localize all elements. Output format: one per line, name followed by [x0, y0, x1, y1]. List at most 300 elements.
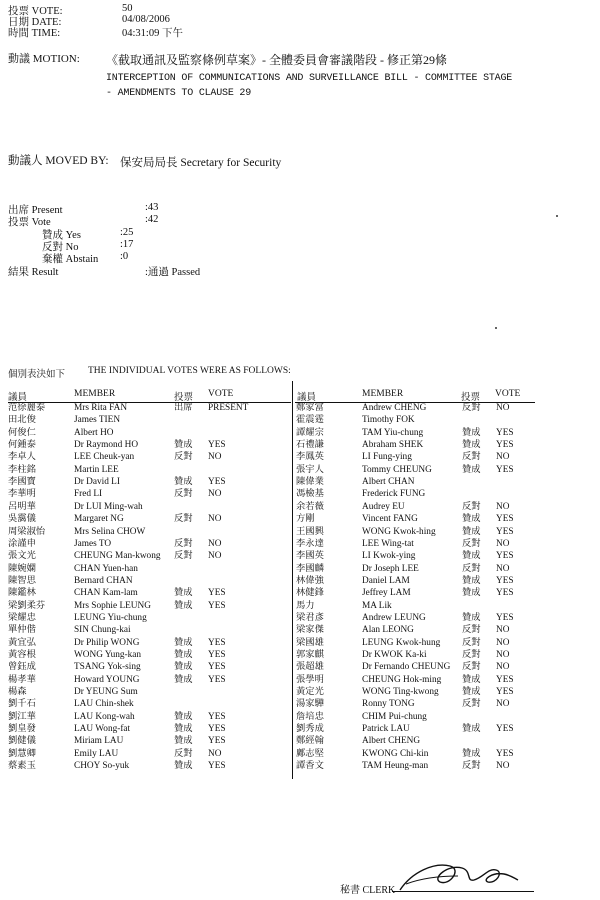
abstain-label: 棄權 Abstain	[42, 254, 99, 265]
vote-cn: 反對	[462, 538, 481, 549]
yes-label: 贊成 Yes	[42, 230, 81, 241]
vote-cn: 反對	[174, 748, 193, 759]
time-label: 時間 TIME:	[8, 28, 61, 39]
scan-speck	[495, 327, 497, 329]
vote-en: NO	[496, 650, 510, 660]
table-row	[296, 440, 576, 452]
table-intro-en: THE INDIVIDUAL VOTES WERE AS FOLLOWS:	[88, 366, 291, 376]
table-intro-cn: 個別表決如下	[8, 370, 66, 380]
table-row	[296, 724, 576, 736]
vote-cn: 贊成	[174, 724, 193, 735]
member-name-en: Ronny TONG	[362, 699, 415, 710]
member-name-en: LEUNG Yiu-chung	[74, 612, 147, 623]
vote-cn: 贊成	[174, 588, 193, 599]
table-row	[8, 514, 288, 526]
vote-en: NO	[496, 637, 510, 648]
vote-cn: 贊成	[174, 477, 193, 488]
vote-cn: 反對	[462, 452, 481, 463]
table-row	[296, 625, 576, 637]
member-name-en: Audrey EU	[362, 501, 405, 512]
vote-en: NO	[496, 761, 510, 772]
member-name-cn: 李國寶	[8, 477, 36, 488]
member-name-cn: 陳智思	[8, 575, 36, 586]
table-row	[296, 638, 576, 650]
table-row	[8, 564, 288, 576]
member-name-en: TAM Yiu-chung	[362, 427, 424, 438]
vote-en: PRESENT	[208, 403, 249, 413]
table-row	[296, 699, 576, 711]
vote-en: YES	[208, 711, 226, 722]
member-name-cn: 方剛	[296, 514, 315, 525]
vote-cn: 贊成	[174, 637, 193, 648]
member-name-cn: 梁家傑	[296, 625, 324, 636]
table-row	[8, 588, 288, 600]
table-row	[296, 749, 576, 761]
member-name-en: Fred LI	[74, 489, 103, 500]
table-row	[296, 613, 576, 625]
yes-value: :25	[120, 227, 134, 238]
member-name-cn: 梁國雄	[296, 637, 324, 648]
vote-cn: 反對	[462, 563, 481, 574]
table-row	[8, 465, 288, 477]
motion-label: 動議 MOTION:	[8, 53, 80, 65]
member-name-en: Albert HO	[74, 427, 114, 438]
vote-en: YES	[208, 477, 226, 488]
clerk-label: 秘書 CLERK	[340, 885, 396, 896]
vote-en: YES	[208, 674, 226, 685]
vote-en: YES	[496, 612, 514, 623]
vote-en: YES	[208, 440, 226, 451]
scan-speck	[556, 215, 558, 217]
col-header-member-cn-left: 議員	[8, 393, 28, 403]
table-row	[8, 638, 288, 650]
member-name-cn: 余若薇	[296, 501, 324, 512]
member-name-cn: 李卓人	[8, 452, 36, 463]
member-name-cn: 王國興	[296, 526, 324, 537]
table-row	[8, 601, 288, 613]
col-header-member-en-right: MEMBER	[362, 389, 404, 399]
vote-en: YES	[496, 588, 514, 599]
member-name-en: CHIM Pui-chung	[362, 711, 427, 722]
member-name-cn: 劉千石	[8, 699, 36, 710]
member-name-en: LI Kwok-ying	[362, 551, 416, 562]
table-row	[8, 749, 288, 761]
abstain-value: :0	[120, 251, 129, 262]
col-header-member-en-left: MEMBER	[74, 389, 116, 399]
member-name-en: Alan LEONG	[362, 625, 414, 636]
table-row	[296, 452, 576, 464]
table-row	[8, 428, 288, 440]
vote-en: NO	[496, 403, 510, 413]
member-name-cn: 李鳳英	[296, 452, 324, 463]
table-row	[296, 514, 576, 526]
vote-cn: 贊成	[462, 612, 481, 623]
table-row	[8, 527, 288, 539]
vote-cn: 贊成	[462, 674, 481, 685]
table-row	[8, 675, 288, 687]
signature-line	[392, 891, 534, 892]
vote-cn: 贊成	[174, 674, 193, 685]
member-name-en: Emily LAU	[74, 748, 119, 759]
member-name-cn: 蔡素玉	[8, 761, 36, 772]
table-row	[296, 601, 576, 613]
vote-en: YES	[496, 464, 514, 475]
vote-cn: 贊成	[462, 551, 481, 562]
column-divider	[292, 381, 293, 779]
vote-cn: 贊成	[462, 526, 481, 537]
table-row	[8, 724, 288, 736]
member-name-cn: 林偉強	[296, 575, 324, 586]
member-name-cn: 鄺志堅	[296, 748, 324, 759]
member-name-en: Daniel LAM	[362, 575, 410, 586]
vote-cn: 贊成	[462, 724, 481, 735]
vote-cn: 反對	[462, 662, 481, 673]
member-name-cn: 張學明	[296, 674, 324, 685]
member-name-en: CHOY So-yuk	[74, 761, 130, 772]
vote-en: NO	[496, 501, 510, 512]
member-name-en: Dr KWOK Ka-ki	[362, 650, 427, 660]
table-row	[8, 576, 288, 588]
table-row	[296, 761, 576, 773]
motion-title-en-cont: - AMENDMENTS TO CLAUSE 29	[106, 88, 252, 99]
vote-cn: 贊成	[462, 427, 481, 438]
member-name-cn: 李華明	[8, 489, 36, 500]
member-name-cn: 周梁淑怡	[8, 526, 46, 537]
member-name-en: LEE Wing-tat	[362, 538, 414, 549]
vote-en: NO	[496, 538, 510, 549]
member-name-cn: 田北俊	[8, 415, 36, 426]
vote-cn: 出席	[174, 403, 193, 413]
member-name-en: Frederick FUNG	[362, 489, 426, 500]
vote-en: NO	[208, 489, 222, 500]
col-header-vote-en-left: VOTE	[208, 389, 234, 399]
vote-cn: 贊成	[462, 588, 481, 599]
member-name-en: LEUNG Kwok-hung	[362, 637, 441, 648]
vote-cn: 贊成	[462, 575, 481, 586]
vote-en: YES	[496, 687, 514, 698]
member-name-cn: 張宇人	[296, 464, 324, 475]
member-name-cn: 石禮謙	[296, 440, 324, 451]
member-name-en: LAU Chin-shek	[74, 699, 134, 710]
vote-en: YES	[496, 748, 514, 759]
vote-en: YES	[208, 736, 226, 747]
present-label: 出席 Present	[8, 205, 63, 216]
vote-en: YES	[496, 514, 514, 525]
vote-en: YES	[496, 575, 514, 586]
member-name-cn: 劉慧卿	[8, 748, 36, 759]
member-name-cn: 馮檢基	[296, 489, 324, 500]
table-row	[8, 440, 288, 452]
table-row	[296, 415, 576, 427]
table-row	[296, 551, 576, 563]
table-row	[296, 477, 576, 489]
member-name-cn: 梁君彥	[296, 612, 324, 623]
table-row	[8, 452, 288, 464]
table-row	[8, 736, 288, 748]
table-row	[8, 650, 288, 662]
member-name-cn: 吳靄儀	[8, 514, 36, 525]
member-name-en: WONG Kwok-hing	[362, 526, 436, 537]
vote-cn: 贊成	[462, 464, 481, 475]
col-header-vote-cn-right: 投票	[461, 393, 481, 403]
vote-en: YES	[208, 637, 226, 648]
no-value: :17	[120, 239, 134, 250]
table-row	[296, 502, 576, 514]
member-name-en: Andrew CHENG	[362, 403, 427, 413]
table-row	[8, 403, 288, 415]
member-name-cn: 劉江華	[8, 711, 36, 722]
table-row	[8, 415, 288, 427]
vote-en: NO	[208, 748, 222, 759]
member-name-en: Howard YOUNG	[74, 674, 140, 685]
member-name-en: Patrick LAU	[362, 724, 410, 735]
member-name-en: Bernard CHAN	[74, 575, 133, 586]
vote-total-label: 投票 Vote	[8, 217, 51, 228]
member-name-cn: 陳鑑林	[8, 588, 36, 599]
member-name-cn: 張文光	[8, 551, 36, 562]
table-row	[8, 539, 288, 551]
vote-cn: 反對	[174, 538, 193, 549]
table-row	[296, 428, 576, 440]
table-row	[296, 489, 576, 501]
table-row	[296, 539, 576, 551]
member-name-en: TAM Heung-man	[362, 761, 429, 772]
vote-cn: 贊成	[174, 440, 193, 451]
vote-en: YES	[496, 551, 514, 562]
member-name-en: James TO	[74, 538, 112, 549]
member-name-cn: 楊孝華	[8, 674, 36, 685]
member-name-cn: 湯家驊	[296, 699, 324, 710]
member-name-cn: 范徐麗泰	[8, 403, 46, 413]
motion-title-cn: 《截取通訊及監察條例草案》- 全體委員會審議階段 - 修正第29條	[106, 53, 447, 67]
table-row	[296, 687, 576, 699]
table-row	[8, 613, 288, 625]
vote-en: NO	[208, 551, 222, 562]
member-name-en: LI Fung-ying	[362, 452, 412, 463]
vote-en: NO	[496, 625, 510, 636]
present-value: :43	[145, 202, 159, 213]
member-name-en: Dr LUI Ming-wah	[74, 501, 143, 512]
member-name-en: CHEUNG Man-kwong	[74, 551, 161, 562]
member-name-en: KWONG Chi-kin	[362, 748, 429, 759]
member-name-cn: 譚耀宗	[296, 427, 324, 438]
vote-number-label: 投票 VOTE:	[8, 6, 63, 17]
member-name-en: Miriam LAU	[74, 736, 124, 747]
vote-cn: 反對	[462, 699, 481, 710]
vote-cn: 反對	[462, 501, 481, 512]
member-name-en: Martin LEE	[74, 464, 119, 475]
result-value: :通過 Passed	[145, 267, 201, 278]
member-name-en: SIN Chung-kai	[74, 625, 131, 636]
member-name-en: Abraham SHEK	[362, 440, 424, 451]
member-name-en: Dr Philip WONG	[74, 637, 140, 648]
vote-en: NO	[208, 452, 222, 463]
vote-en: YES	[208, 662, 226, 673]
table-row	[296, 564, 576, 576]
mover-label: 動議人 MOVED BY:	[8, 155, 109, 167]
member-name-en: LAU Kong-wah	[74, 711, 135, 722]
vote-en: YES	[208, 761, 226, 772]
member-name-cn: 何俊仁	[8, 427, 36, 438]
member-name-cn: 陳婉嫻	[8, 563, 36, 574]
table-row	[8, 551, 288, 563]
table-row	[8, 712, 288, 724]
member-name-en: Jeffrey LAM	[362, 588, 411, 599]
member-name-cn: 梁耀忠	[8, 612, 36, 623]
col-header-member-cn-right: 議員	[297, 393, 317, 403]
member-name-cn: 曾鈺成	[8, 662, 36, 673]
date-label: 日期 DATE:	[8, 17, 62, 28]
member-name-en: Tommy CHEUNG	[362, 464, 432, 475]
vote-total-value: :42	[145, 214, 159, 225]
member-name-cn: 黃定光	[296, 687, 324, 698]
table-row	[8, 662, 288, 674]
member-name-en: WONG Yung-kan	[74, 650, 142, 660]
motion-title-en: INTERCEPTION OF COMMUNICATIONS AND SURVEILLANCE BILL - COMMITTEE STAGE	[106, 73, 513, 84]
member-name-cn: 呂明華	[8, 501, 36, 512]
member-name-en: Mrs Sophie LEUNG	[74, 600, 151, 611]
col-header-vote-cn-left: 投票	[174, 393, 194, 403]
vote-cn: 反對	[174, 489, 193, 500]
vote-cn: 贊成	[174, 761, 193, 772]
table-row	[8, 477, 288, 489]
vote-cn: 反對	[462, 403, 481, 413]
table-row	[296, 403, 576, 415]
vote-cn: 贊成	[462, 748, 481, 759]
member-name-en: MA Lik	[362, 600, 392, 611]
member-name-cn: 單仲偕	[8, 625, 36, 636]
member-name-en: James TIEN	[74, 415, 121, 426]
vote-en: NO	[496, 452, 510, 463]
member-name-cn: 李永達	[296, 538, 324, 549]
member-name-en: CHAN Yuen-han	[74, 563, 138, 574]
table-row	[296, 527, 576, 539]
member-name-cn: 劉健儀	[8, 736, 36, 747]
clerk-signature-icon	[392, 852, 522, 900]
vote-cn: 贊成	[462, 440, 481, 451]
date-value: 04/08/2006	[122, 14, 170, 25]
time-value: 04:31:09 下午	[122, 28, 183, 39]
vote-en: NO	[496, 563, 510, 574]
no-label: 反對 No	[42, 242, 79, 253]
vote-cn: 反對	[174, 514, 193, 525]
vote-cn: 反對	[462, 761, 481, 772]
table-row	[8, 502, 288, 514]
member-name-en: Dr Joseph LEE	[362, 563, 419, 574]
vote-cn: 反對	[462, 650, 481, 660]
table-row	[8, 699, 288, 711]
table-row	[296, 712, 576, 724]
vote-cn: 贊成	[462, 514, 481, 525]
member-name-en: CHEUNG Hok-ming	[362, 674, 442, 685]
member-name-cn: 李國麟	[296, 563, 324, 574]
vote-en: YES	[496, 724, 514, 735]
table-row	[296, 662, 576, 674]
member-name-en: Dr Raymond HO	[74, 440, 139, 451]
member-name-en: Albert CHAN	[362, 477, 415, 488]
vote-en: YES	[208, 600, 226, 611]
member-name-cn: 黃宜弘	[8, 637, 36, 648]
member-name-en: Mrs Rita FAN	[74, 403, 128, 413]
vote-cn: 反對	[174, 551, 193, 562]
vote-cn: 贊成	[174, 600, 193, 611]
table-row	[8, 761, 288, 773]
member-name-cn: 李柱銘	[8, 464, 36, 475]
member-name-en: LAU Wong-fat	[74, 724, 131, 735]
member-name-cn: 譚香文	[296, 761, 324, 772]
member-name-en: Vincent FANG	[362, 514, 418, 525]
member-name-en: LEE Cheuk-yan	[74, 452, 135, 463]
vote-en: NO	[496, 699, 510, 710]
member-name-cn: 黃容根	[8, 650, 36, 660]
vote-cn: 反對	[174, 452, 193, 463]
member-name-cn: 詹培忠	[296, 711, 324, 722]
col-header-vote-en-right: VOTE	[495, 389, 521, 399]
vote-en: YES	[208, 588, 226, 599]
table-row	[8, 489, 288, 501]
table-row	[296, 675, 576, 687]
vote-en: YES	[208, 650, 226, 660]
member-name-en: CHAN Kam-lam	[74, 588, 138, 599]
vote-en: YES	[496, 674, 514, 685]
member-name-cn: 涂謹申	[8, 538, 36, 549]
table-row	[296, 650, 576, 662]
member-name-cn: 劉秀成	[296, 724, 324, 735]
table-row	[8, 625, 288, 637]
member-name-cn: 梁劉柔芬	[8, 600, 46, 611]
member-name-cn: 張超雄	[296, 662, 324, 673]
member-name-en: Andrew LEUNG	[362, 612, 426, 623]
member-name-en: Margaret NG	[74, 514, 124, 525]
member-name-cn: 李國英	[296, 551, 324, 562]
vote-en: YES	[496, 440, 514, 451]
vote-cn: 贊成	[174, 736, 193, 747]
member-name-en: TSANG Yok-sing	[74, 662, 141, 673]
vote-cn: 贊成	[174, 662, 193, 673]
vote-en: YES	[496, 526, 514, 537]
member-name-cn: 林健鋒	[296, 588, 324, 599]
member-name-en: Dr YEUNG Sum	[74, 687, 138, 698]
vote-number-value: 50	[122, 3, 133, 14]
table-row	[296, 588, 576, 600]
member-name-cn: 何鍾泰	[8, 440, 36, 451]
member-name-cn: 霍震霆	[296, 415, 324, 426]
table-row	[296, 576, 576, 588]
vote-cn: 反對	[462, 625, 481, 636]
vote-en: NO	[208, 514, 222, 525]
member-name-cn: 楊森	[8, 687, 27, 698]
member-name-cn: 鄭家富	[296, 403, 324, 413]
vote-en: YES	[208, 724, 226, 735]
result-label: 結果 Result	[8, 267, 59, 278]
member-name-en: WONG Ting-kwong	[362, 687, 439, 698]
table-row	[8, 687, 288, 699]
table-row	[296, 736, 576, 748]
member-name-cn: 劉皇發	[8, 724, 36, 735]
vote-cn: 贊成	[174, 650, 193, 660]
member-name-cn: 陳偉業	[296, 477, 324, 488]
vote-en: YES	[496, 427, 514, 438]
member-name-cn: 馬力	[296, 600, 315, 611]
vote-cn: 贊成	[462, 687, 481, 698]
member-name-en: Timothy FOK	[362, 415, 415, 426]
member-name-cn: 鄭經翰	[296, 736, 324, 747]
vote-en: NO	[496, 662, 510, 673]
vote-cn: 贊成	[174, 711, 193, 722]
vote-cn: 反對	[462, 637, 481, 648]
table-row	[296, 465, 576, 477]
member-name-en: Dr David LI	[74, 477, 120, 488]
